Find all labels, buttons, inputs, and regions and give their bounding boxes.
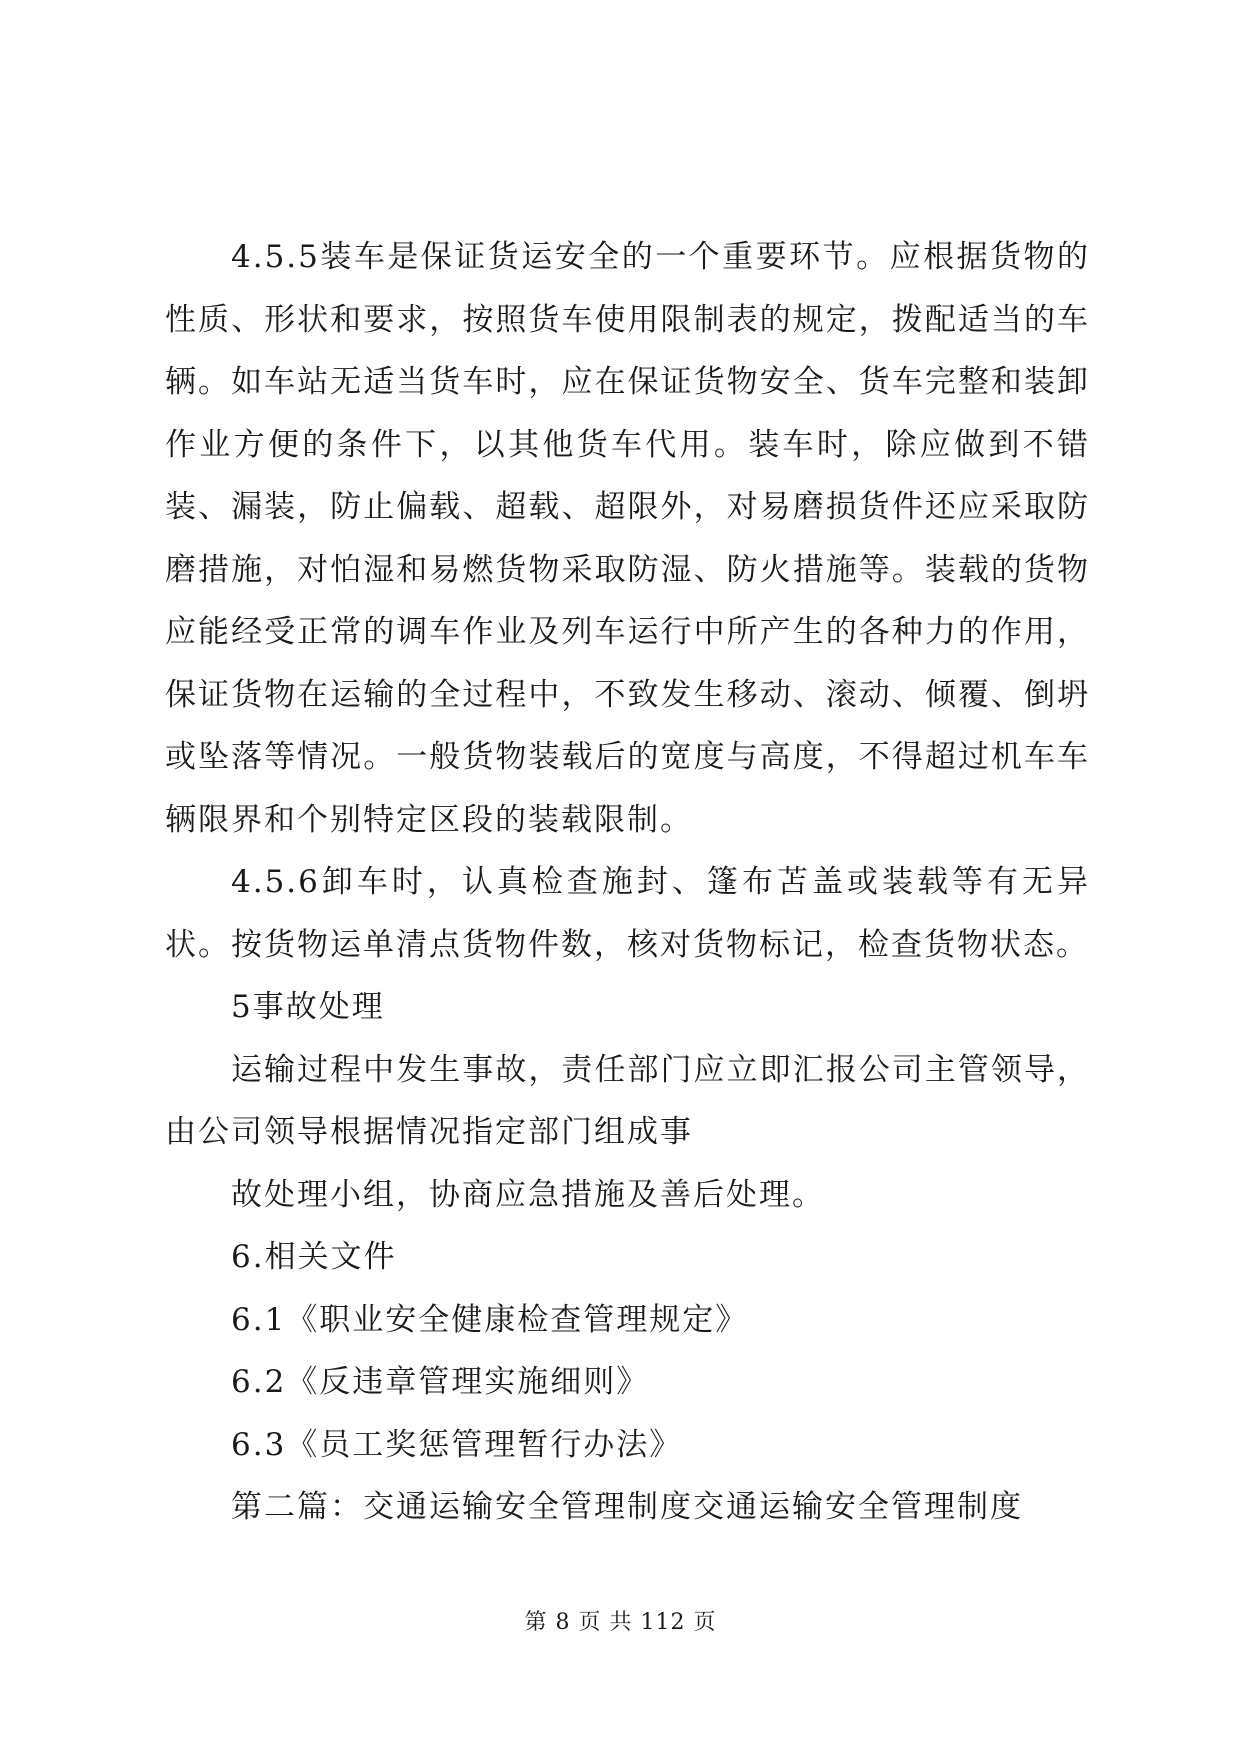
paragraph-accident-handling-group: 故处理小组，协商应急措施及善后处理。: [231, 1176, 825, 1213]
section-heading-related-documents: 6.相关文件: [231, 1239, 397, 1275]
related-document-item-2: 6.2《反违章管理实施细则》: [231, 1364, 650, 1400]
related-document-item-1: 6.1《职业安全健康检查管理规定》: [231, 1301, 749, 1338]
paragraph-accident-report: 运输过程中发生事故，责任部门应立即汇报公司主管领导，由公司领导根据情况指定部门组成事: [165, 1051, 1090, 1150]
related-document-item-3: 6.3《员工奖惩管理暂行办法》: [231, 1426, 683, 1463]
section-heading-accident-handling: 5事故处理: [231, 989, 385, 1025]
paragraph-unloading-rules: 4.5.6卸车时，认真检查施封、篷布苫盖或装载等有无异状。按货物运单清点货物件数，核对货物标记，检查货物状态。: [165, 864, 1090, 963]
chapter-heading-second-part: 第二篇：交通运输安全管理制度交通运输安全管理制度: [231, 1489, 1023, 1525]
document-body: [165, 226, 1090, 1539]
paragraph-loading-rules: 4.5.5装车是保证货运安全的一个重要环节。应根据货物的性质、形状和要求，按照货车使用限制表的规定，拨配适当的车辆。如车站无适当货车时，应在保证货物安全、货车完整和装卸作业方便的条件下，以其他货车代用。装车时，除应做到不错装、漏装，防止偏载、超载、超限外，对易磨损货件还应采取防磨措施，对怕湿和易燃货物采取防湿、防火措施等。装载的货物应能经受正常的调车作业及列车运行中所产生的各种力的作用，保证货物在运输的全过程中，不致发生移动、滚动、倾覆、倒坍或坠落等情况。一般货物装载后的宽度与高度，不得超过机车车辆限界和个别特定区段的装载限制。: [165, 239, 1090, 838]
page-number-footer: 第 8 页 共 112 页: [524, 1610, 717, 1635]
